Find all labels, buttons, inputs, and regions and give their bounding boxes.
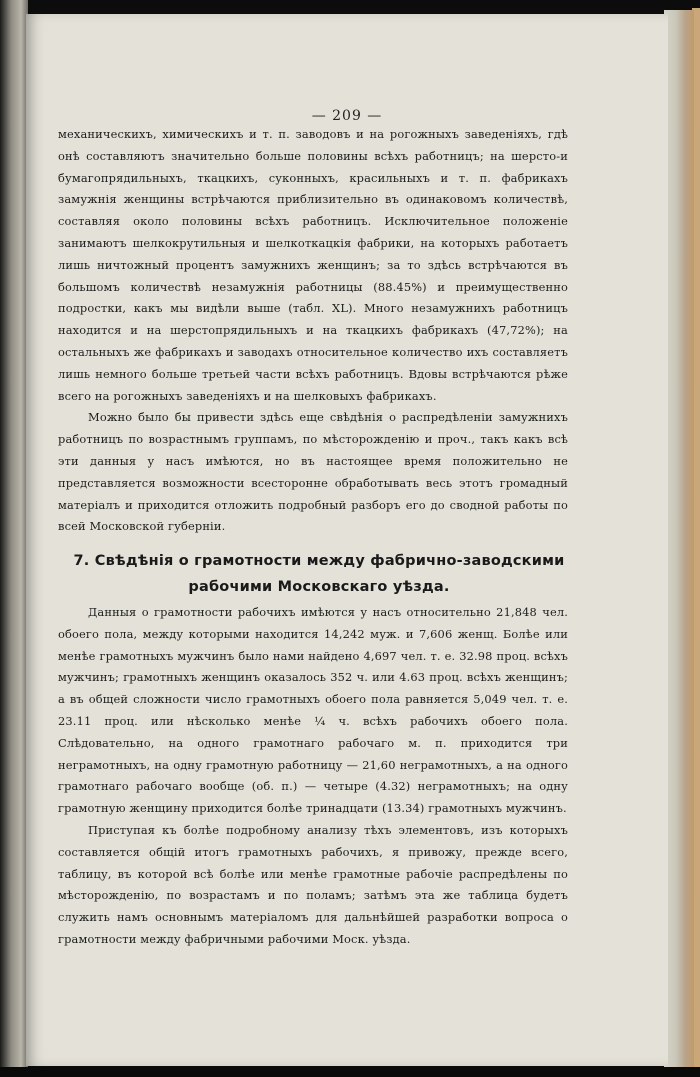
paragraph-4: Приступая къ болѣе подробному анализу тѣхъ элементовъ, изъ которыхъ составляется общій итогъ грамотныхъ рабочихъ, я привожу, прежде всего, таблицу, въ которой всѣ болѣе или менѣе грамотные рабочіе распредѣлены по мѣсторожденію, по возрастамъ и по поламъ; затѣмъ эта же таблица будетъ служить намъ основнымъ матеріаломъ для дальнѣйшей разработки вопроса о грамотности между фабричными рабочими Моск. уѣзда. [58,822,568,946]
paragraph-1: механическихъ, химическихъ и т. п. заводовъ и на рогожныхъ заведеніяхъ, гдѣ онѣ составляютъ значительно больше половины всѣхъ работницъ; на шерсто-и бумагопрядильныхъ, ткацкихъ, суконныхъ, красильныхъ и т. п. фабрикахъ замужнія женщины встрѣчаются приблизительно въ одинаковомъ количествѣ, составляя около половины всѣхъ работницъ. Исключительное положеніе занимаютъ шелкокрутильныя и шелкоткацкія фабрики, на которыхъ работаетъ лишь ничтожный процентъ замужнихъ женщинъ; за то здѣсь встрѣчаются въ большомъ количествѣ незамужнія работницы (88.45%) и преимущественно подростки, какъ мы видѣли выше (табл. XL). Много незамужнихъ работницъ находится и на шерстопрядильныхъ и на ткацкихъ фабрикахъ (47,72%); на остальныхъ же фабрикахъ и заводахъ относительное количество ихъ составляетъ лишь немного больше третьей части всѣхъ работницъ. Вдовы встрѣчаются рѣже всего на рогожныхъ заведеніяхъ и на шелковыхъ фабрикахъ. [58,127,568,403]
text-block-upper [58,124,568,538]
bottom-shadow [0,1067,700,1077]
text-block-lower [58,602,568,951]
page-number: — 209 — [311,108,383,124]
section-heading: 7. Свѣдѣнія о грамотности между фабрично-заводскими рабочими Московскаго уѣзда. [73,553,565,595]
paragraph-2: Можно было бы привести здѣсь еще свѣдѣнія о распредѣленіи замужнихъ работницъ по возрастнымъ группамъ, по мѣсторожденію и проч., такъ какъ всѣ эти данныя у насъ имѣются, но въ настоящее время положительно не представляется возможности всесторонне обработывать весь этотъ громадный матеріалъ и приходится отложить подробный разборъ его до сводной работы по всей Московской губерніи. [58,410,568,534]
paragraph-3: Данныя о грамотности рабочихъ имѣются у насъ относительно 21,848 чел. обоего пола, между которыми находится 14,242 муж. и 7,606 женщ. Болѣе или менѣе грамотныхъ мужчинъ было нами найдено 4,697 чел. т. е. 32.98 проц. всѣхъ мужчинъ; грамотныхъ женщинъ оказалось 352 ч. или 4.63 проц. всѣхъ женщинъ; а въ общей сложности число грамотныхъ обоего пола равняется 5,049 чел. т. е. 23.11 проц. или нѣсколько менѣе ¼ ч. всѣхъ рабочихъ обоего пола. Слѣдовательно, на одного грамотнаго рабочаго м. п. приходится три неграмотныхъ, на одну грамотную работницу — 21,60 неграмотныхъ, а на одного грамотнаго рабочаго вообще (об. п.) — четыре (4.32) неграмотныхъ; на одну грамотную женщину приходится болѣе тринадцати (13.34) грамотныхъ мужчинъ. [58,605,568,816]
page-stack-edge [664,10,694,1070]
previous-page-edge [0,0,28,1077]
